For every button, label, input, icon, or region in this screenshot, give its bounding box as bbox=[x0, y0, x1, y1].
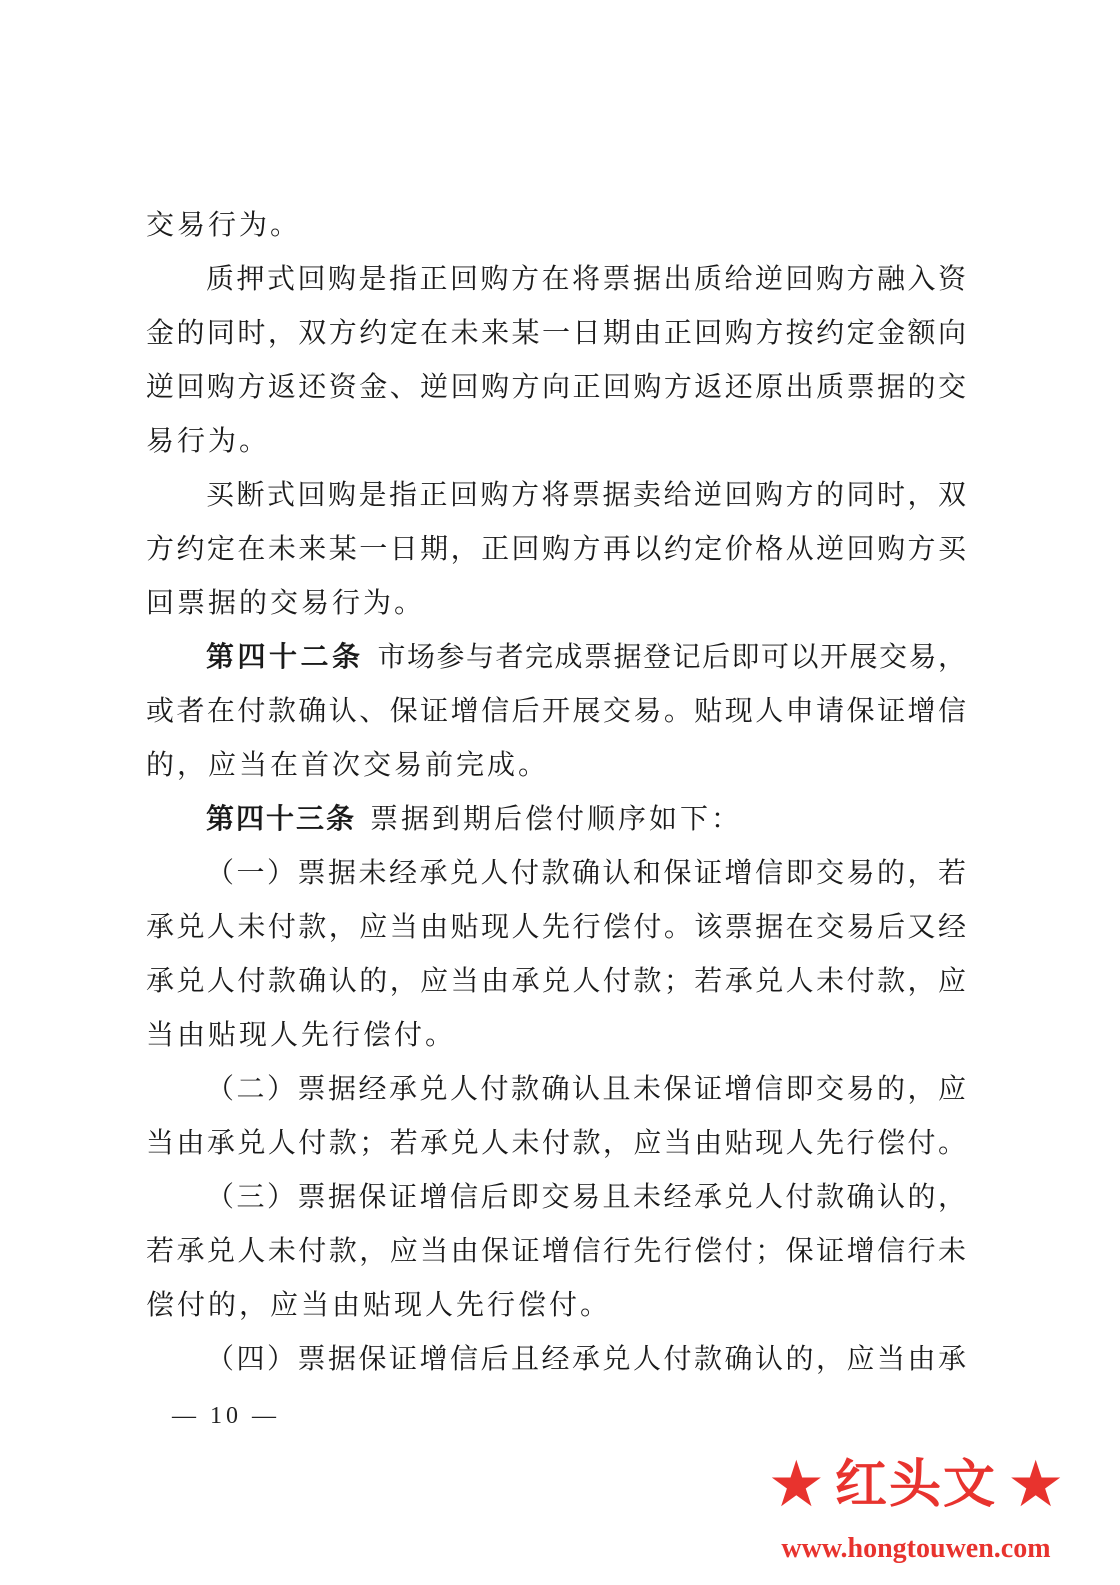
paragraph-line: 承兑人付款确认的，应当由承兑人付款；若承兑人未付款，应 bbox=[146, 964, 966, 997]
paragraph-line: 交易行为。 bbox=[146, 208, 302, 241]
paragraph-line: 偿付的，应当由贴现人先行偿付。 bbox=[146, 1288, 612, 1321]
paragraph-line: 金的同时，双方约定在未来某一日期由正回购方按约定金额向 bbox=[146, 316, 966, 349]
watermark-logo bbox=[726, 1440, 1106, 1580]
paragraph-line: 票据到期后偿付顺序如下： bbox=[370, 802, 743, 835]
paragraph-line: （一）票据未经承兑人付款确认和保证增信即交易的，若 bbox=[206, 856, 966, 889]
watermark-text: 红头文 bbox=[834, 1455, 997, 1515]
paragraph-line: 承兑人未付款，应当由贴现人先行偿付。该票据在交易后又经 bbox=[146, 910, 966, 943]
paragraph-line: 市场参与者完成票据登记后即可以开展交易， bbox=[377, 640, 966, 673]
paragraph-line: （四）票据保证增信后且经承兑人付款确认的，应当由承 bbox=[206, 1342, 966, 1375]
paragraph-line: 若承兑人未付款，应当由保证增信行先行偿付；保证增信行未 bbox=[146, 1234, 966, 1267]
paragraph-line: 的，应当在首次交易前完成。 bbox=[146, 748, 550, 781]
paragraph-line: 当由贴现人先行偿付。 bbox=[146, 1018, 457, 1051]
paragraph-line: 买断式回购是指正回购方将票据卖给逆回购方的同时，双 bbox=[206, 478, 966, 511]
paragraph-line: 逆回购方返还资金、逆回购方向正回购方返还原出质票据的交 bbox=[146, 370, 966, 403]
paragraph-line: 回票据的交易行为。 bbox=[146, 586, 426, 619]
article-42-label: 第四十二条 bbox=[206, 640, 364, 673]
article-42-line bbox=[206, 637, 966, 677]
article-43-label: 第四十三条 bbox=[206, 802, 357, 835]
paragraph-line: 易行为。 bbox=[146, 424, 271, 457]
paragraph-line: 当由承兑人付款；若承兑人未付款，应当由贴现人先行偿付。 bbox=[146, 1126, 966, 1159]
star-icon: ★ bbox=[767, 1448, 825, 1522]
watermark-title bbox=[726, 1440, 1106, 1530]
paragraph-line: （二）票据经承兑人付款确认且未保证增信即交易的，应 bbox=[206, 1072, 966, 1105]
article-43-line bbox=[206, 799, 966, 839]
paragraph-line: 或者在付款确认、保证增信后开展交易。贴现人申请保证增信 bbox=[146, 694, 966, 727]
star-icon: ★ bbox=[1007, 1448, 1065, 1522]
paragraph-line: 质押式回购是指正回购方在将票据出质给逆回购方融入资 bbox=[206, 262, 966, 295]
watermark-url: www.hongtouwen.com bbox=[781, 1533, 1051, 1564]
paragraph-line: （三）票据保证增信后即交易且未经承兑人付款确认的， bbox=[206, 1180, 966, 1213]
paragraph-line: 方约定在未来某一日期，正回购方再以约定价格从逆回购方买 bbox=[146, 532, 966, 565]
page-number: — 10 — bbox=[172, 1403, 280, 1429]
